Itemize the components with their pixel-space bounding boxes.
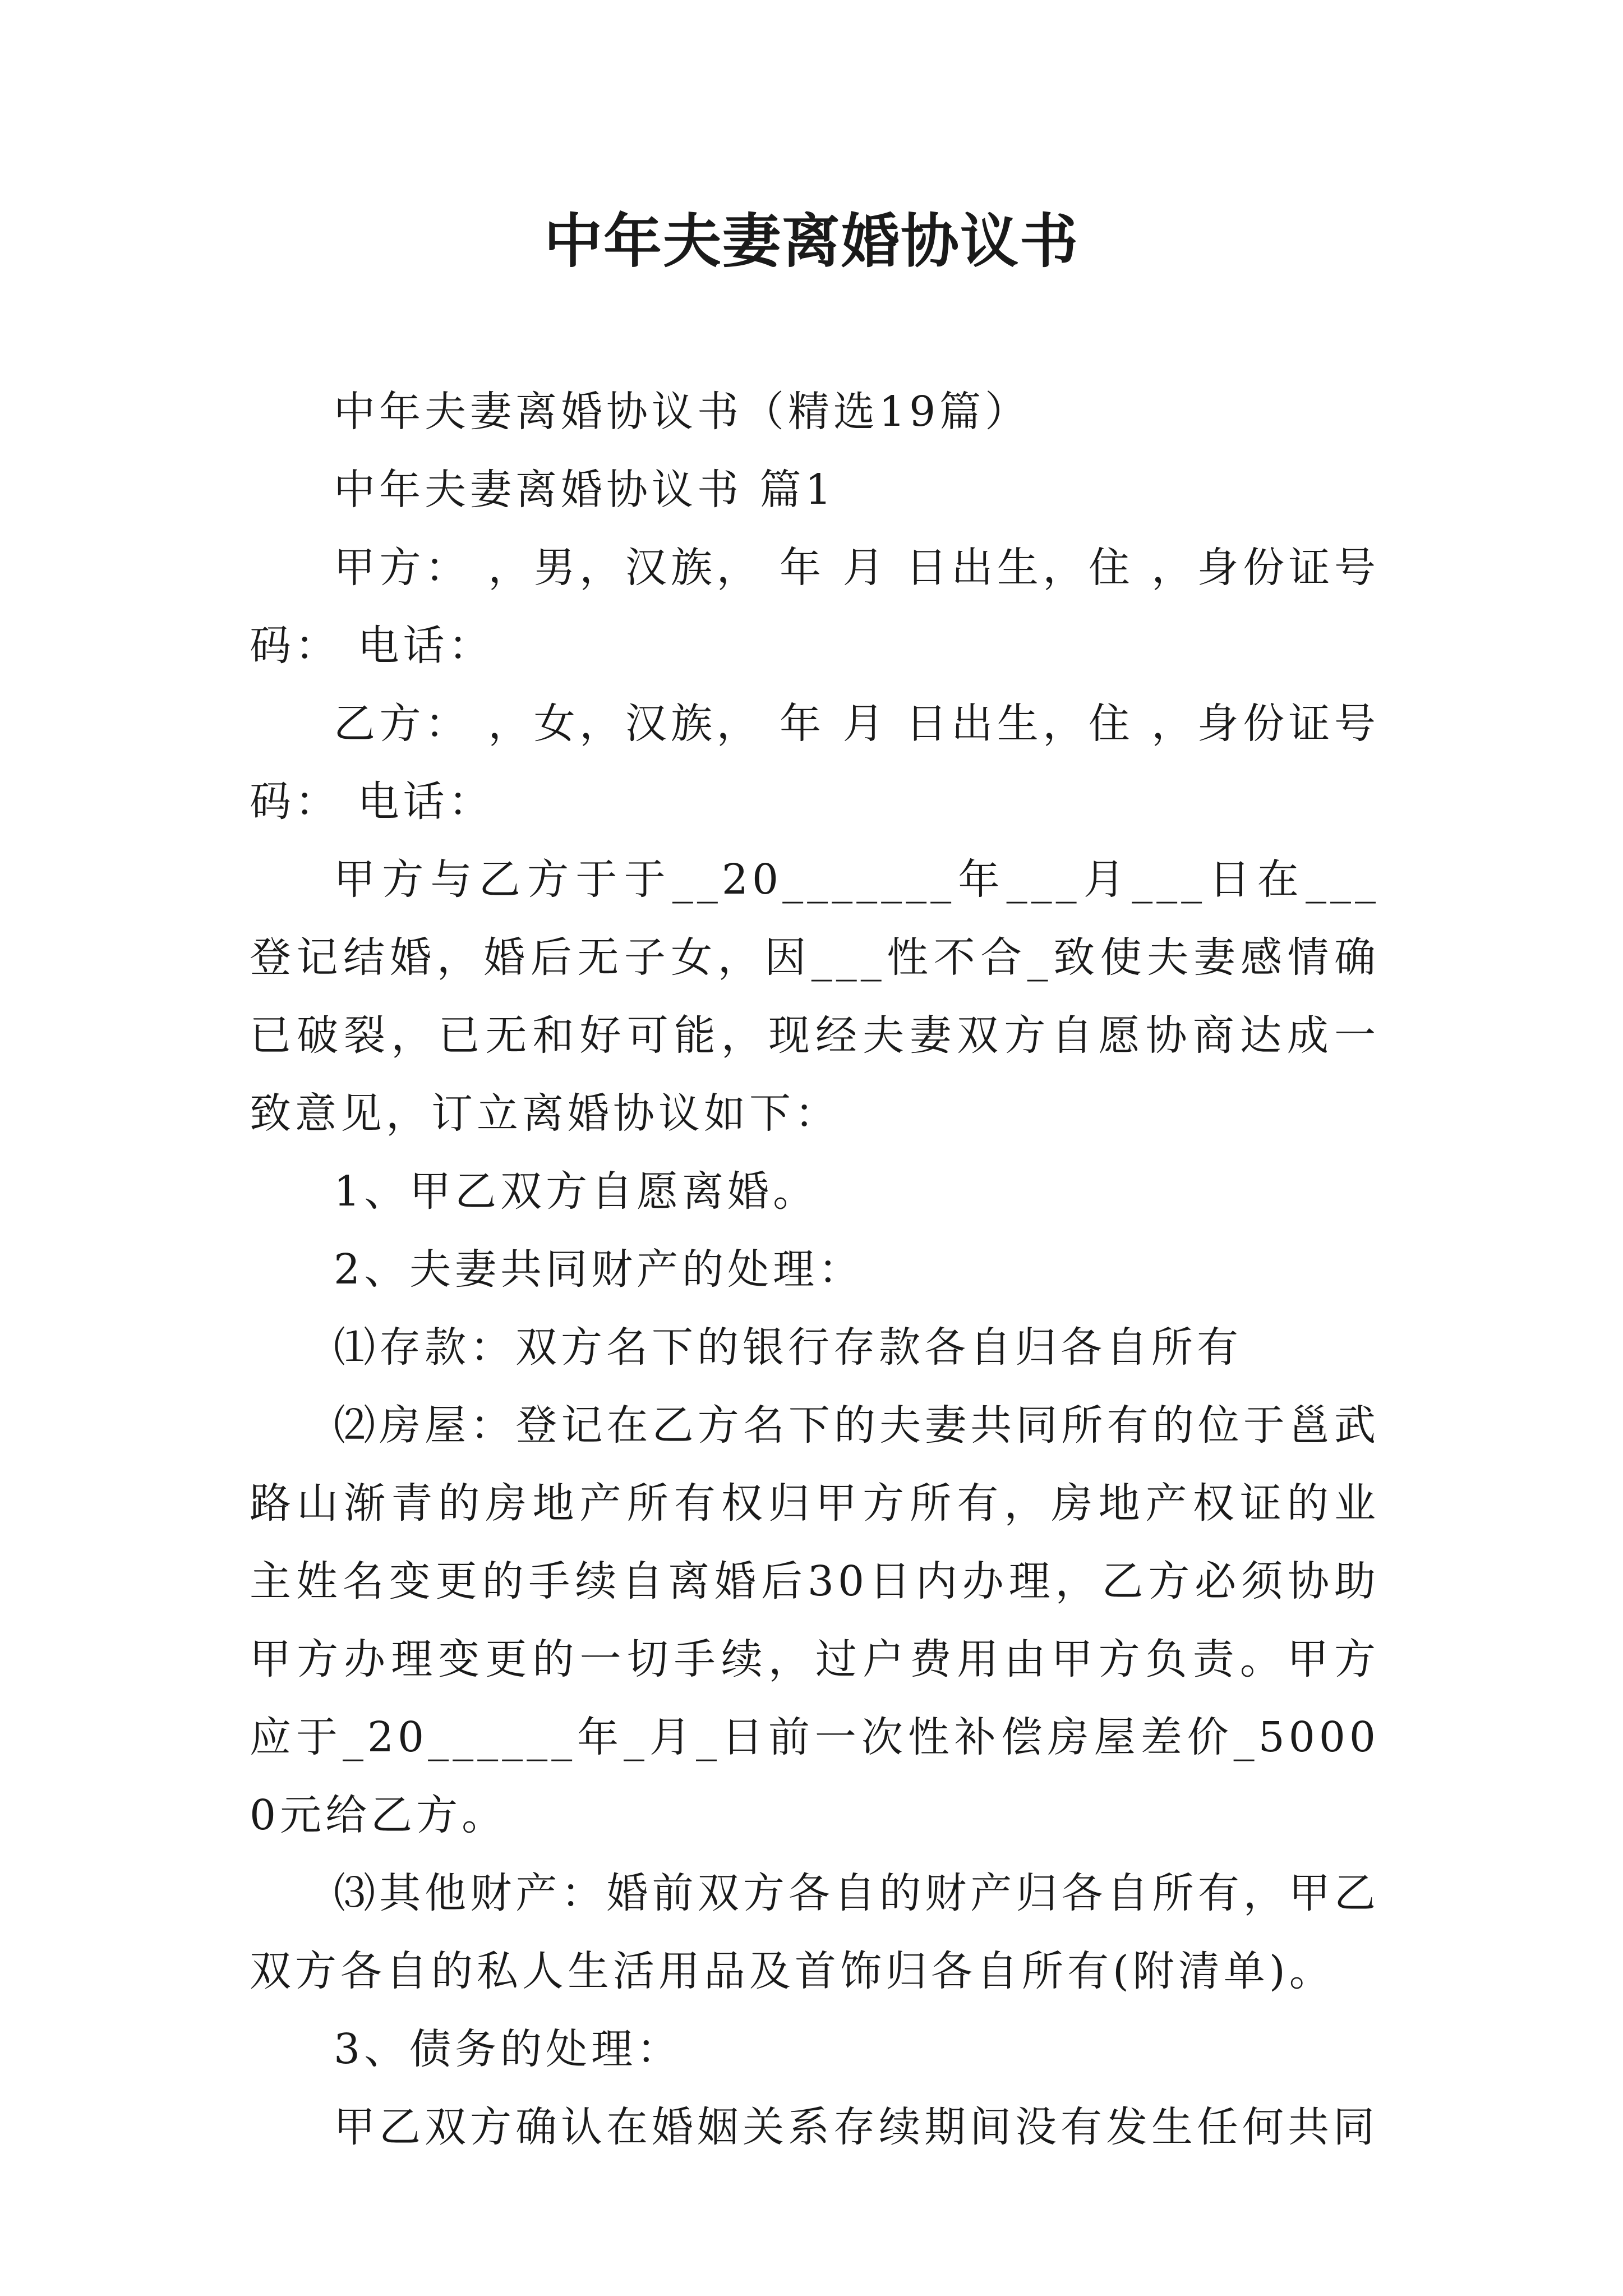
clause-2-deposits: ⑴存款：双方名下的银行存款各自归各自所有 [334,1323,1242,1372]
subtitle-line: 中年夫妻离婚协议书（精选19篇） [334,388,1031,436]
clause-2-other-property: ⑶其他财产：婚前双方各自的财产归各自所有，甲乙双方各自的私人生活用品及首饰归各自所有(附清单)。 [250,1869,1380,1995]
clause-2-heading: 2、夫妻共同财产的处理： [334,1245,864,1294]
marriage-statement: 甲方与乙方于于__20_______年___月___日在___登记结婚，婚后无子女，因___性不合_致使夫妻感情确已破裂，已无和好可能，现经夫妻双方自愿协商达成一致意见，订立离婚协议如下： [250,855,1380,1138]
document-body [250,373,1380,2166]
document-title: 中年夫妻离婚协议书 [543,206,1079,275]
party-b-info: 乙方： ，女，汉族， 年 月 日出生，住 ，身份证号码： 电话： [250,700,1380,826]
party-a-info: 甲方： ，男，汉族， 年 月 日出生，住 ，身份证号码： 电话： [250,544,1380,670]
section-heading: 中年夫妻离婚协议书 篇1 [334,466,836,514]
clause-2-house: ⑵房屋：登记在乙方名下的夫妻共同所有的位于邕武路山渐青的房地产所有权归甲方所有，房地产权证的业主姓名变更的手续自离婚后30日内办理，乙方必须协助甲方办理变更的一切手续，过户费用由甲方负责。甲方应于_20______年_月_日前一次性补偿房屋差价_50000元给乙方。 [250,1401,1380,1839]
clause-1: 1、甲乙双方自愿离婚。 [334,1167,819,1216]
clause-3-heading: 3、债务的处理： [334,2025,683,2073]
clause-3-text: 甲乙双方确认在婚姻关系存续期间没有发生任何共同 [334,2103,1378,2151]
